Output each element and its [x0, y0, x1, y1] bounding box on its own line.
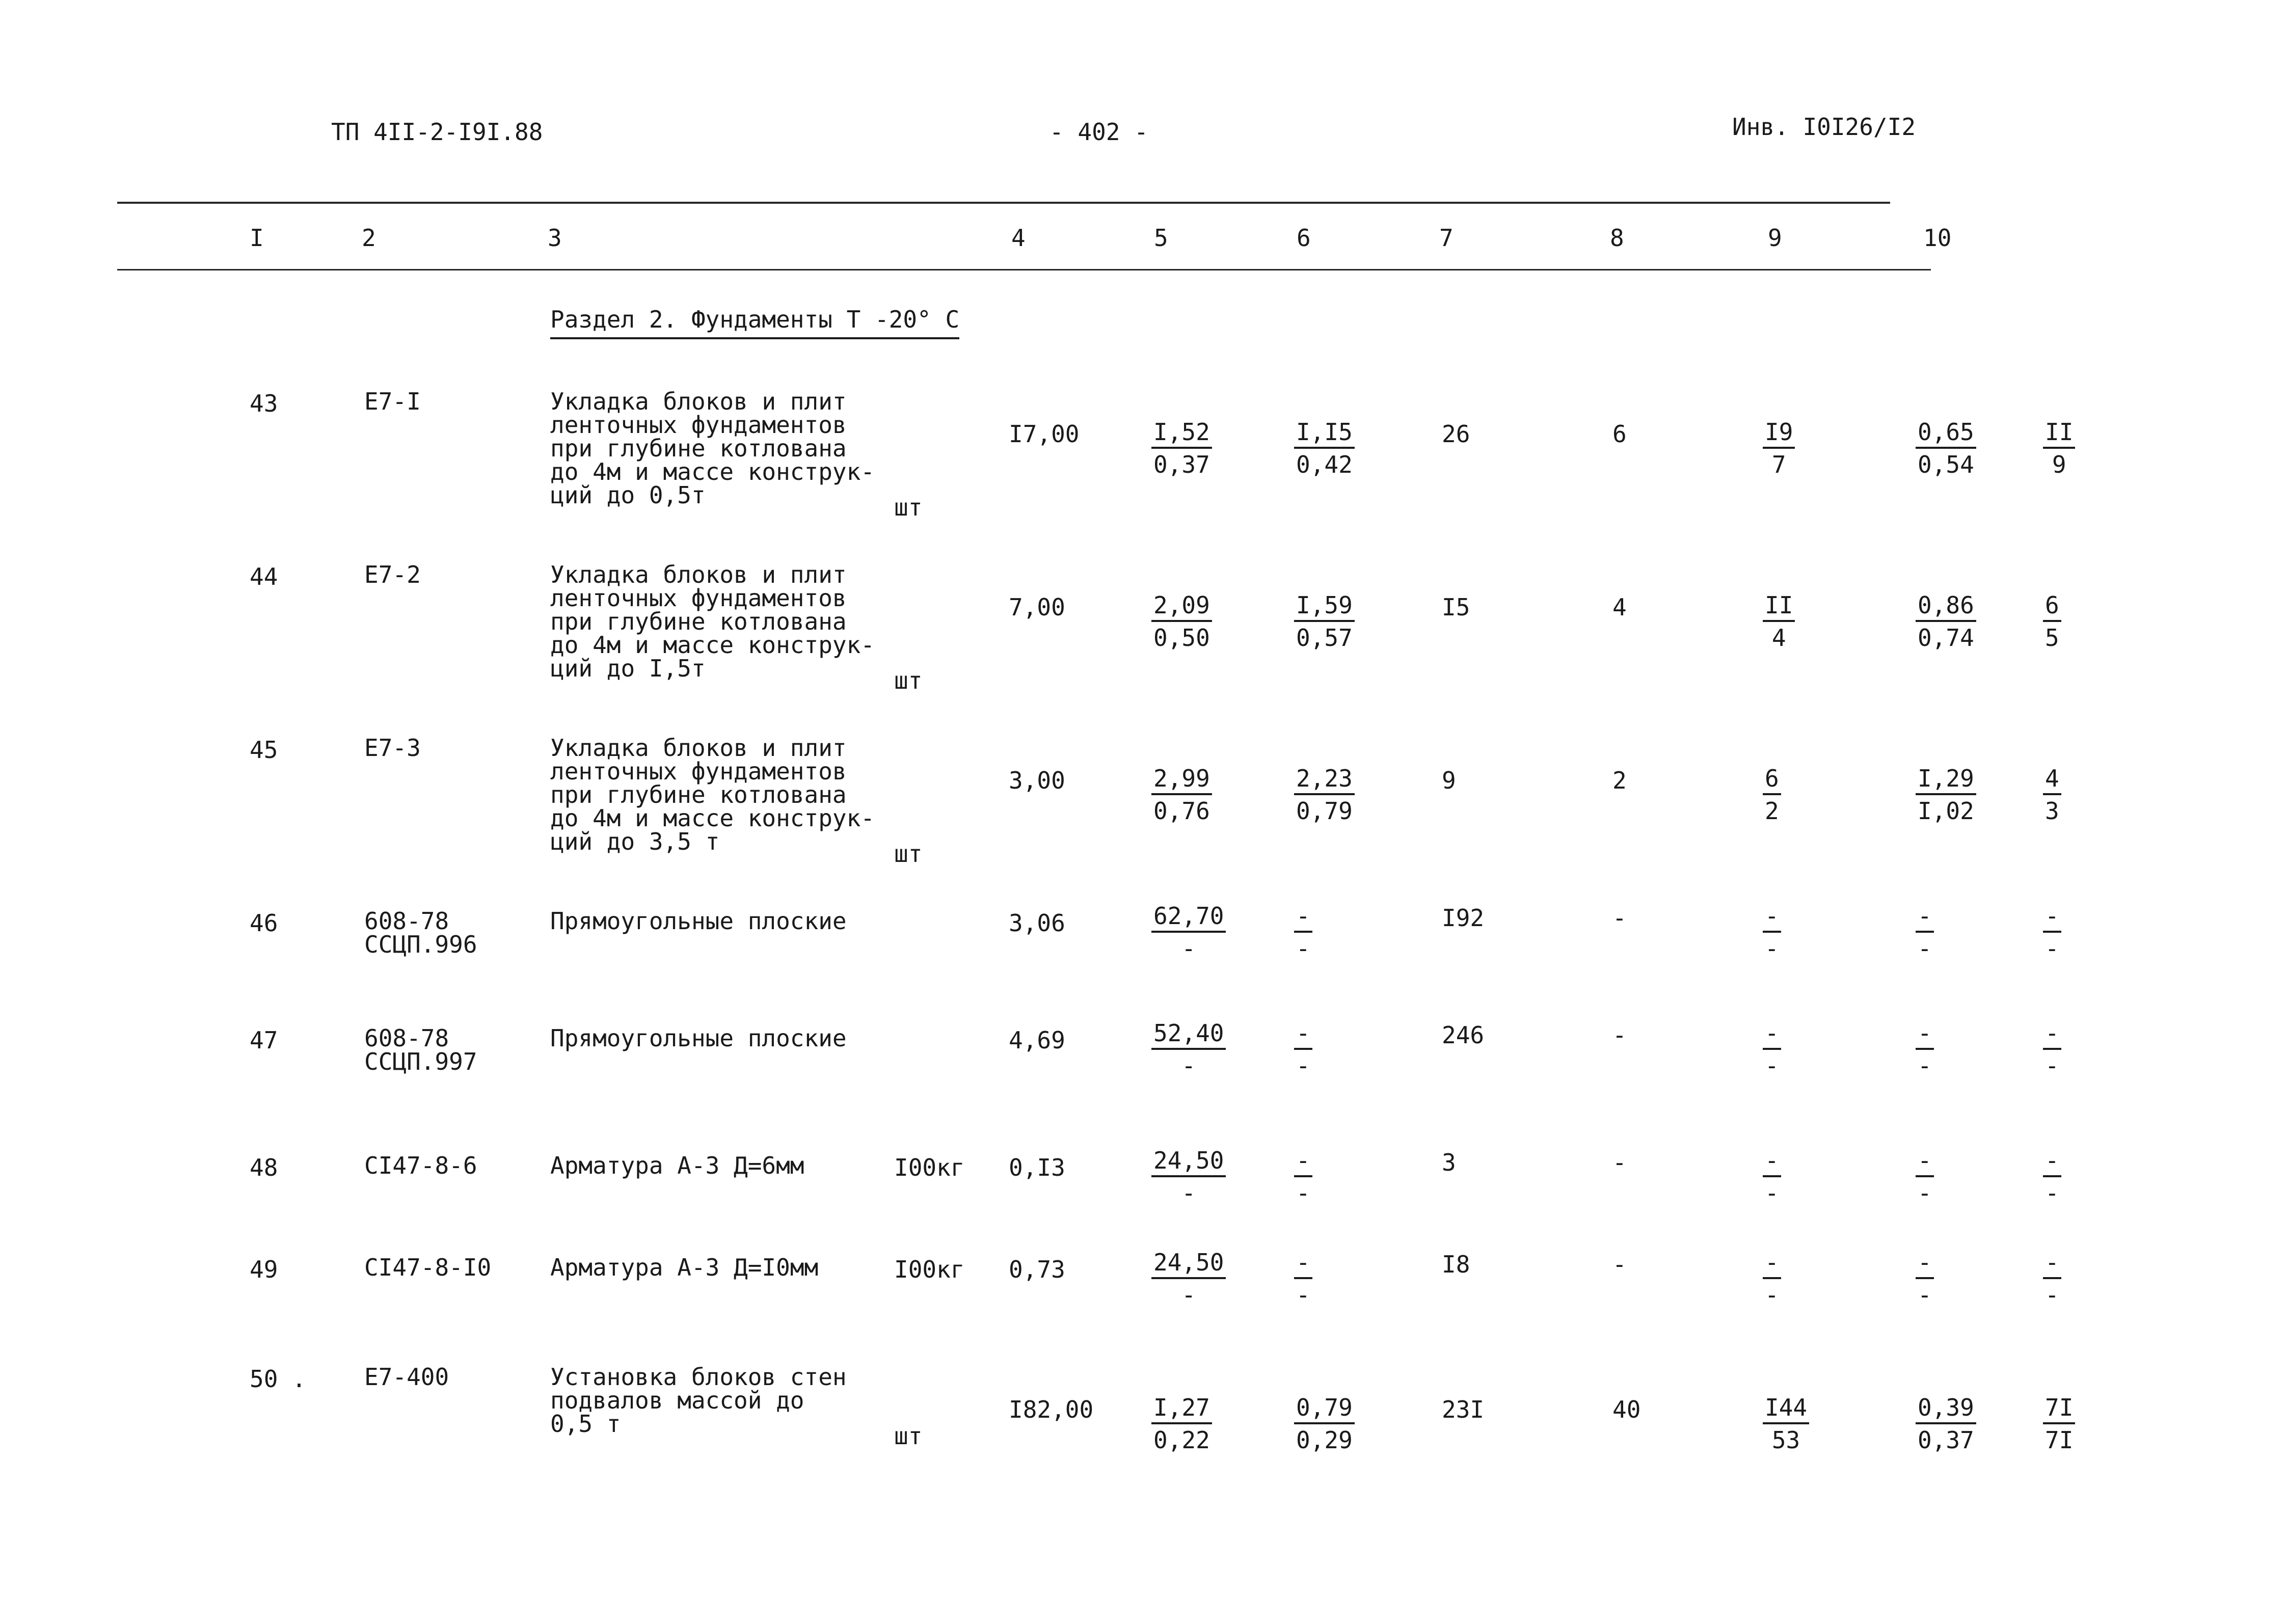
- col5-value-numerator: 52,40: [1151, 1021, 1226, 1050]
- col8-value: -: [1612, 904, 1627, 932]
- column-number: 3: [548, 224, 562, 252]
- col11-value-numerator: -: [2043, 1021, 2061, 1050]
- col6-value-denominator: -: [1296, 1281, 1310, 1309]
- col9-value-numerator: 6: [1763, 767, 1781, 795]
- col6-value-denominator: 0,57: [1296, 624, 1353, 652]
- col10-value-denominator: 0,74: [1918, 624, 1974, 652]
- col11-value-denominator: -: [2045, 1281, 2059, 1309]
- quantity: 0,73: [1009, 1256, 1065, 1283]
- col5-value-numerator: 2,99: [1151, 767, 1212, 795]
- col6-value: [1294, 1396, 1355, 1452]
- col5-value: [1151, 591, 1212, 652]
- col10-value-numerator: -: [1916, 904, 1934, 933]
- col11-value-numerator: 7I: [2043, 1396, 2075, 1424]
- col5-value: [1151, 1396, 1212, 1452]
- col11-value-numerator: 4: [2043, 767, 2061, 795]
- col6-value: [1294, 591, 1355, 652]
- work-description-line: Укладка блоков и плит: [550, 561, 847, 588]
- norm-code: 608-78 ССЦП.997: [364, 1024, 477, 1075]
- quantity: 4,69: [1009, 1026, 1065, 1054]
- norm-code: CI47-8-6: [364, 1152, 477, 1179]
- col11-value: [2043, 904, 2061, 960]
- col11-value-denominator: -: [2045, 935, 2059, 962]
- col6-value-numerator: 0,79: [1294, 1396, 1355, 1424]
- col10-value-denominator: 0,37: [1918, 1426, 1974, 1454]
- col5-value-numerator: 2,09: [1151, 593, 1212, 622]
- col8-value: -: [1612, 1021, 1627, 1049]
- work-description-line: Арматура А-3 Д=6мм: [550, 1152, 804, 1179]
- col10-value: [1916, 767, 1976, 823]
- col6-value-numerator: 2,23: [1294, 767, 1355, 795]
- col6-value-denominator: -: [1296, 1052, 1310, 1079]
- doc-code: ТП 4II-2-I9I.88: [331, 118, 543, 146]
- col6-value-numerator: I,I5: [1294, 420, 1355, 449]
- col10-value-numerator: -: [1916, 1021, 1934, 1050]
- column-number: 8: [1610, 224, 1624, 252]
- col9-value-numerator: I44: [1763, 1396, 1809, 1424]
- col6-value: [1294, 420, 1355, 476]
- col6-value-numerator: -: [1294, 1149, 1312, 1177]
- col5-value: [1151, 767, 1212, 823]
- work-description-line: ций до I,5т: [550, 655, 706, 682]
- unit: шт: [894, 494, 923, 521]
- col6-value-denominator: 0,42: [1296, 451, 1353, 478]
- norm-code: E7-3: [364, 734, 421, 762]
- section-title: Раздел 2. Фундаменты Т -20° С: [550, 306, 959, 339]
- col11-value-denominator: 7I: [2045, 1426, 2074, 1454]
- column-number: 9: [1768, 224, 1782, 252]
- work-description: [550, 390, 875, 507]
- col11-value: [2043, 420, 2075, 476]
- col10-value: [1916, 1149, 1934, 1205]
- col6-value-denominator: 0,29: [1296, 1426, 1353, 1454]
- col9-value-numerator: I9: [1763, 420, 1795, 449]
- col9-value-numerator: -: [1763, 1149, 1781, 1177]
- column-number: 4: [1011, 224, 1026, 252]
- work-description-line: ций до 0,5т: [550, 481, 706, 509]
- quantity: 3,06: [1009, 909, 1065, 937]
- work-description-line: при глубине котлована: [550, 435, 847, 462]
- col5-value-numerator: 62,70: [1151, 904, 1226, 933]
- work-description-line: при глубине котлована: [550, 608, 847, 635]
- col5-value: [1151, 904, 1226, 960]
- col9-value: [1763, 1021, 1781, 1077]
- work-description: [550, 1154, 804, 1177]
- col8-value: 6: [1612, 420, 1627, 448]
- col5-value-denominator: 0,22: [1153, 1426, 1210, 1454]
- col10-value: [1916, 1396, 1976, 1452]
- col11-value-denominator: 9: [2052, 451, 2066, 478]
- work-description-line: ленточных фундаментов: [550, 411, 847, 439]
- work-description-line: ленточных фундаментов: [550, 584, 847, 612]
- col10-value: [1916, 420, 1976, 476]
- row-number: 44: [250, 563, 278, 590]
- col9-value-numerator: -: [1763, 1251, 1781, 1279]
- col10-value-numerator: I,29: [1916, 767, 1976, 795]
- row-number: 48: [250, 1154, 278, 1181]
- work-description-line: ций до 3,5 т: [550, 828, 720, 855]
- col10-value-denominator: I,02: [1918, 797, 1974, 825]
- col10-value-numerator: -: [1916, 1251, 1934, 1279]
- col10-value-numerator: 0,65: [1916, 420, 1976, 449]
- col11-value-numerator: 6: [2043, 593, 2061, 622]
- col9-value: [1763, 904, 1781, 960]
- norm-code: CI47-8-I0: [364, 1254, 492, 1281]
- quantity: I82,00: [1009, 1396, 1094, 1423]
- col11-value-denominator: -: [2045, 1052, 2059, 1079]
- col9-value-denominator: -: [1765, 1052, 1779, 1079]
- work-description-line: до 4м и массе конструк-: [550, 804, 875, 832]
- work-description-line: при глубине котлована: [550, 781, 847, 808]
- col6-value: [1294, 904, 1312, 960]
- col10-value: [1916, 904, 1934, 960]
- col5-value-numerator: I,52: [1151, 420, 1212, 449]
- col9-value-denominator: 2: [1765, 797, 1779, 825]
- row-number: 43: [250, 390, 278, 417]
- col10-value-numerator: 0,39: [1916, 1396, 1976, 1424]
- column-number: 7: [1439, 224, 1454, 252]
- col6-value-numerator: -: [1294, 904, 1312, 933]
- col10-value-denominator: -: [1918, 1281, 1932, 1309]
- col7-value: I92: [1442, 904, 1485, 932]
- col11-value-denominator: 5: [2045, 624, 2059, 652]
- col5-value-numerator: 24,50: [1151, 1251, 1226, 1279]
- table-header-bottom-rule: [117, 269, 1931, 270]
- col9-value-denominator: 7: [1771, 451, 1786, 478]
- work-description: [550, 1026, 847, 1050]
- col5-value-numerator: I,27: [1151, 1396, 1212, 1424]
- col6-value: [1294, 1149, 1312, 1205]
- col8-value: -: [1612, 1149, 1627, 1176]
- col11-value-denominator: 3: [2045, 797, 2059, 825]
- col9-value-numerator: -: [1763, 1021, 1781, 1050]
- col7-value: I5: [1442, 593, 1470, 621]
- column-number: 10: [1923, 224, 1952, 252]
- col10-value-denominator: 0,54: [1918, 451, 1974, 478]
- col7-value: 3: [1442, 1149, 1456, 1176]
- col6-value: [1294, 1021, 1312, 1077]
- row-number: 45: [250, 736, 278, 764]
- col9-value-denominator: 4: [1771, 624, 1786, 652]
- col6-value-denominator: 0,79: [1296, 797, 1353, 825]
- col5-value-denominator: -: [1181, 1179, 1196, 1207]
- unit: шт: [894, 667, 923, 694]
- work-description-line: ленточных фундаментов: [550, 757, 847, 785]
- col6-value-numerator: -: [1294, 1251, 1312, 1279]
- col6-value-numerator: I,59: [1294, 593, 1355, 622]
- work-description-line: Прямоугольные плоские: [550, 1024, 847, 1052]
- row-number: 46: [250, 909, 278, 937]
- work-description-line: 0,5 т: [550, 1410, 621, 1438]
- col9-value-denominator: 53: [1771, 1426, 1800, 1454]
- col6-value: [1294, 1251, 1312, 1307]
- col5-value-denominator: -: [1181, 1052, 1196, 1079]
- col9-value: [1763, 767, 1781, 823]
- col10-value: [1916, 591, 1976, 652]
- work-description-line: Укладка блоков и плит: [550, 388, 847, 415]
- quantity: 3,00: [1009, 767, 1065, 794]
- unit: I00кг: [894, 1256, 965, 1283]
- col5-value-denominator: -: [1181, 1281, 1196, 1309]
- work-description-line: до 4м и массе конструк-: [550, 631, 875, 659]
- table-top-rule: [117, 202, 1890, 204]
- col6-value-numerator: -: [1294, 1021, 1312, 1050]
- column-number: 5: [1154, 224, 1168, 252]
- work-description: [550, 1365, 847, 1436]
- col9-value-denominator: -: [1765, 1179, 1779, 1207]
- quantity: 7,00: [1009, 593, 1065, 621]
- col6-value-denominator: -: [1296, 1179, 1310, 1207]
- col5-value-numerator: 24,50: [1151, 1149, 1226, 1177]
- quantity: 0,I3: [1009, 1154, 1065, 1181]
- norm-code: E7-I: [364, 388, 421, 415]
- work-description: [550, 909, 847, 933]
- col11-value: [2043, 1251, 2061, 1307]
- col9-value-numerator: II: [1763, 593, 1795, 622]
- col11-value: [2043, 591, 2061, 652]
- norm-code: 608-78 ССЦП.996: [364, 907, 477, 958]
- col5-value-denominator: 0,76: [1153, 797, 1210, 825]
- col7-value: 246: [1442, 1021, 1485, 1049]
- row-number: 47: [250, 1026, 278, 1054]
- work-description-line: Прямоугольные плоские: [550, 907, 847, 935]
- inventory-number: Инв. I0I26/I2: [1732, 113, 1916, 141]
- column-number: 2: [362, 224, 376, 252]
- col11-value: [2043, 1149, 2061, 1205]
- col8-value: 4: [1612, 593, 1627, 621]
- col8-value: 40: [1612, 1396, 1641, 1423]
- page-number: - 402 -: [1050, 118, 1148, 146]
- col6-value: [1294, 767, 1355, 823]
- col9-value: [1763, 1149, 1781, 1205]
- unit: шт: [894, 840, 923, 868]
- norm-code: E7-400: [364, 1363, 449, 1391]
- col9-value-numerator: -: [1763, 904, 1781, 933]
- work-description-line: Арматура А-3 Д=I0мм: [550, 1254, 819, 1281]
- col5-value: [1151, 1021, 1226, 1077]
- work-description-line: до 4м и массе конструк-: [550, 458, 875, 485]
- col11-value-numerator: -: [2043, 1149, 2061, 1177]
- col5-value: [1151, 420, 1212, 476]
- col10-value: [1916, 1251, 1934, 1307]
- col5-value-denominator: -: [1181, 935, 1196, 962]
- col9-value: [1763, 1396, 1809, 1452]
- unit: I00кг: [894, 1154, 965, 1181]
- col11-value-denominator: -: [2045, 1179, 2059, 1207]
- norm-code: E7-2: [364, 561, 421, 588]
- col7-value: I8: [1442, 1251, 1470, 1278]
- work-description: [550, 563, 875, 680]
- col8-value: -: [1612, 1251, 1627, 1278]
- col11-value-numerator: II: [2043, 420, 2075, 449]
- column-number: 6: [1297, 224, 1311, 252]
- col10-value-denominator: -: [1918, 935, 1932, 962]
- col5-value: [1151, 1149, 1226, 1205]
- col8-value: 2: [1612, 767, 1627, 794]
- col11-value: [2043, 767, 2061, 823]
- col5-value: [1151, 1251, 1226, 1307]
- work-description: [550, 1256, 818, 1279]
- col9-value: [1763, 591, 1795, 652]
- unit: шт: [894, 1422, 923, 1450]
- row-number: 49: [250, 1256, 278, 1283]
- col7-value: 9: [1442, 767, 1456, 794]
- col6-value-denominator: -: [1296, 935, 1310, 962]
- col11-value-numerator: -: [2043, 904, 2061, 933]
- col11-value-numerator: -: [2043, 1251, 2061, 1279]
- col10-value-denominator: -: [1918, 1179, 1932, 1207]
- col9-value-denominator: -: [1765, 935, 1779, 962]
- col7-value: 23I: [1442, 1396, 1485, 1423]
- quantity: I7,00: [1009, 420, 1080, 448]
- column-number: I: [250, 224, 264, 252]
- work-description-line: подвалов массой до: [550, 1387, 804, 1414]
- col7-value: 26: [1442, 420, 1470, 448]
- col9-value-denominator: -: [1765, 1281, 1779, 1309]
- col10-value-numerator: -: [1916, 1149, 1934, 1177]
- col11-value: [2043, 1021, 2061, 1077]
- work-description-line: Укладка блоков и плит: [550, 734, 847, 762]
- col10-value: [1916, 1021, 1934, 1077]
- col10-value-denominator: -: [1918, 1052, 1932, 1079]
- col11-value: [2043, 1396, 2075, 1452]
- col9-value: [1763, 420, 1795, 476]
- work-description: [550, 736, 875, 853]
- col5-value-denominator: 0,50: [1153, 624, 1210, 652]
- row-number: 50 .: [250, 1365, 306, 1393]
- col10-value-numerator: 0,86: [1916, 593, 1976, 622]
- col9-value: [1763, 1251, 1781, 1307]
- col5-value-denominator: 0,37: [1153, 451, 1210, 478]
- work-description-line: Установка блоков стен: [550, 1363, 847, 1391]
